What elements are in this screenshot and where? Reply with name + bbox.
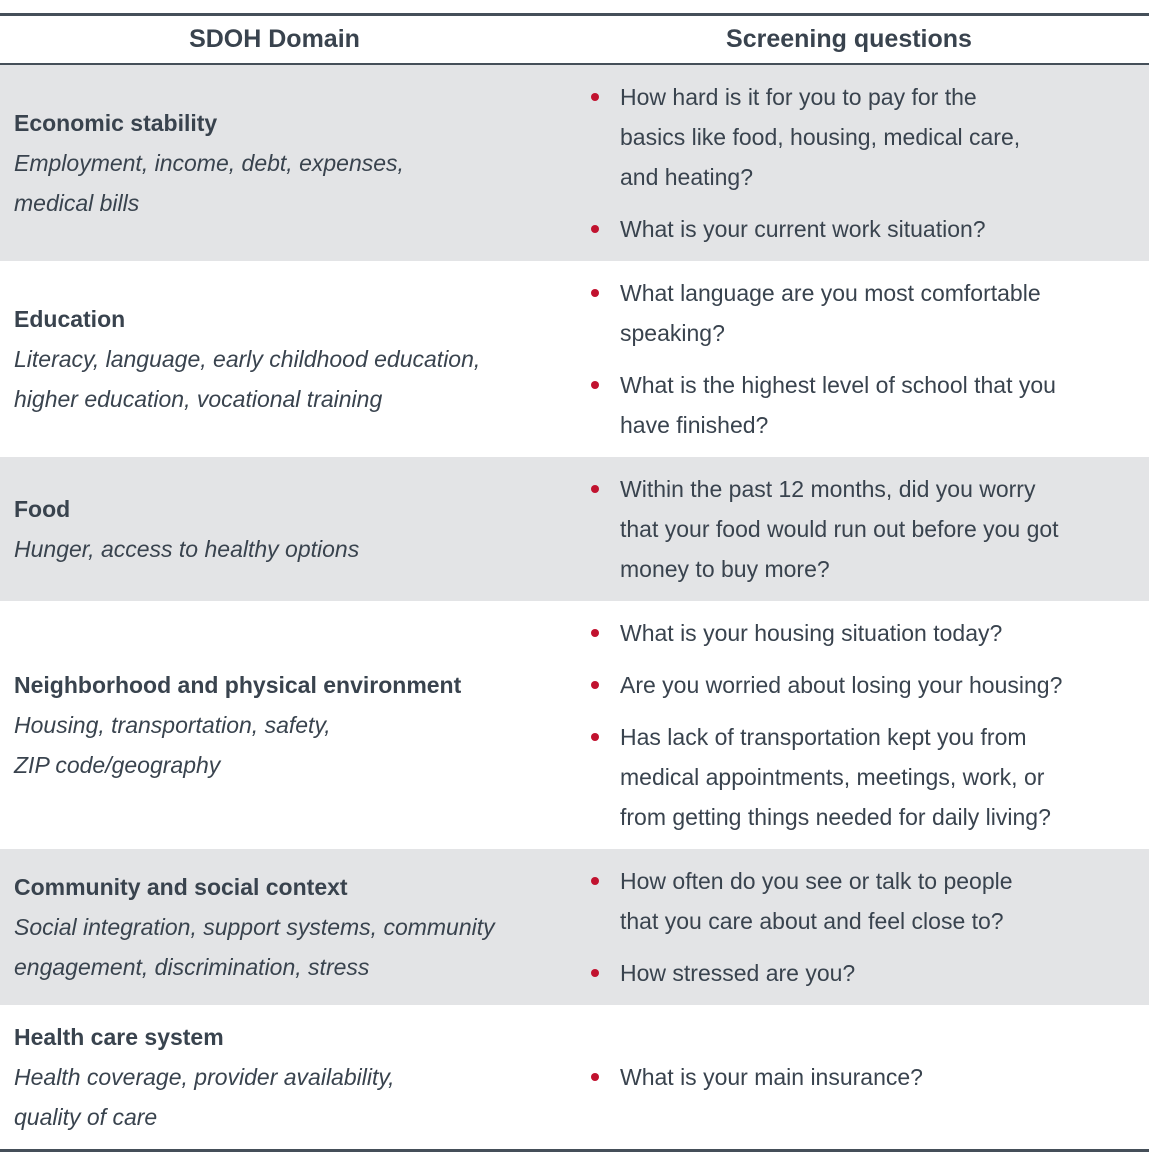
questions-cell	[549, 849, 1149, 1005]
question-item	[591, 365, 1139, 445]
bullet-icon	[591, 289, 599, 297]
question-item	[591, 717, 1139, 837]
question-text: How stressed are you?	[620, 960, 856, 986]
question-item	[591, 953, 1139, 993]
question-item	[591, 1057, 1139, 1097]
domain-description: Housing, transportation, safety, ZIP code/geography	[14, 712, 331, 778]
column-header-questions: Screening questions	[726, 25, 972, 53]
domain-title: Education	[14, 306, 126, 332]
table-header	[0, 16, 1149, 65]
domain-description: Literacy, language, early childhood education, higher education, vocational training	[14, 346, 481, 412]
question-text: How often do you see or talk to people that you care about and feel close to?	[620, 868, 1013, 934]
bullet-icon	[591, 93, 599, 101]
domain-cell	[0, 849, 549, 1005]
questions-cell	[549, 261, 1149, 457]
domain-cell	[0, 261, 549, 457]
bullet-icon	[591, 485, 599, 493]
bullet-icon	[591, 877, 599, 885]
question-item	[591, 469, 1139, 589]
question-item	[591, 613, 1139, 653]
question-text: What is the highest level of school that you have finished?	[620, 372, 1056, 438]
questions-cell	[549, 601, 1149, 849]
question-text: Has lack of transportation kept you from medical appointments, meetings, work, or from getting things needed for daily living?	[620, 724, 1051, 830]
question-text: What is your main insurance?	[620, 1064, 923, 1090]
question-item	[591, 273, 1139, 353]
domain-title: Economic stability	[14, 110, 218, 136]
domain-description: Employment, income, debt, expenses, medical bills	[14, 150, 404, 216]
questions-cell	[549, 65, 1149, 261]
question-item	[591, 665, 1139, 705]
domain-cell	[0, 601, 549, 849]
sdoh-table	[0, 13, 1149, 1152]
table-row	[0, 457, 1149, 601]
bullet-icon	[591, 1073, 599, 1081]
table-row	[0, 849, 1149, 1005]
domain-description: Health coverage, provider availability, quality of care	[14, 1064, 395, 1130]
table-row	[0, 261, 1149, 457]
bullet-icon	[591, 381, 599, 389]
question-text: What is your housing situation today?	[620, 620, 1003, 646]
domain-title: Neighborhood and physical environment	[14, 672, 462, 698]
domain-title: Food	[14, 496, 71, 522]
question-text: What language are you most comfortable speaking?	[620, 280, 1041, 346]
domain-cell	[0, 65, 549, 261]
bullet-icon	[591, 629, 599, 637]
question-text: What is your current work situation?	[620, 216, 986, 242]
table-row	[0, 1005, 1149, 1149]
question-text: Within the past 12 months, did you worry that your food would run out before you got money to buy more?	[620, 476, 1059, 582]
bullet-icon	[591, 969, 599, 977]
question-item	[591, 861, 1139, 941]
bullet-icon	[591, 225, 599, 233]
questions-cell	[549, 1005, 1149, 1149]
domain-description: Social integration, support systems, community engagement, discrimination, stress	[14, 914, 495, 980]
questions-cell	[549, 457, 1149, 601]
column-header-domain: SDOH Domain	[189, 25, 360, 53]
domain-cell	[0, 457, 549, 601]
question-item	[591, 77, 1139, 197]
domain-title: Community and social context	[14, 874, 348, 900]
bullet-icon	[591, 733, 599, 741]
table-row	[0, 65, 1149, 261]
domain-title: Health care system	[14, 1024, 224, 1050]
domain-description: Hunger, access to healthy options	[14, 536, 360, 562]
question-item	[591, 209, 1139, 249]
table-body	[0, 65, 1149, 1149]
question-text: How hard is it for you to pay for the basics like food, housing, medical care, and heating?	[620, 84, 1021, 190]
question-text: Are you worried about losing your housing?	[620, 672, 1063, 698]
bullet-icon	[591, 681, 599, 689]
table-row	[0, 601, 1149, 849]
domain-cell	[0, 1005, 549, 1149]
